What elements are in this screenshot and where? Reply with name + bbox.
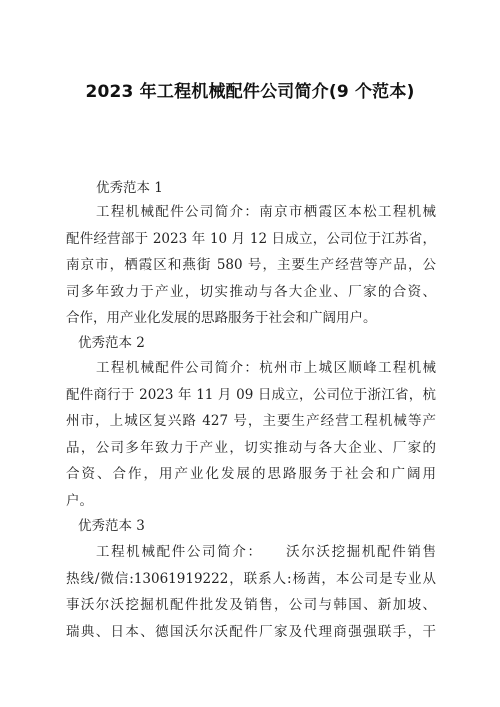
paragraph-line: 工程机械配件公司简介：南京市栖霞区本松工程机械 — [96, 204, 436, 220]
paragraph-line: 品，公司多年致力于产业，切实推动与各大企业、厂家的 — [66, 439, 436, 456]
paragraph-line: 工程机械配件公司简介： 沃尔沃挖掘机配件销售 — [96, 544, 436, 560]
paragraph-line: 配件经营部于 2023 年 10 月 12 日成立，公司位于江苏省， — [66, 230, 436, 247]
paragraph-line: 户。 — [66, 492, 93, 509]
sample-2-label: 优秀范本 2 — [78, 335, 145, 351]
paragraph-line: 配件商行于 2023 年 11 月 09 日成立，公司位于浙江省，杭 — [66, 386, 436, 403]
paragraph-line: 合作，用产业化发展的思路服务于社会和广阔用户。 — [66, 310, 377, 326]
paragraph-line: 热线/微信:13061919222，联系人:杨茜，本公司是专业从 — [66, 570, 436, 587]
sample-3-label: 优秀范本 3 — [78, 518, 145, 534]
paragraph-line: 事沃尔沃挖掘机配件批发及销售，公司与韩国、新加坡、 — [66, 597, 436, 613]
paragraph-line: 工程机械配件公司简介：杭州市上城区顺峰工程机械 — [96, 360, 436, 376]
document-title: 2023 年工程机械配件公司简介(9 个范本) — [85, 82, 415, 102]
sample-1-label: 优秀范本 1 — [96, 180, 163, 196]
paragraph-line: 南京市，栖霞区和燕街 580 号，主要生产经营等产品，公 — [66, 257, 436, 273]
paragraph-line: 司多年致力于产业，切实推动与各大企业、厂家的合资、 — [66, 283, 436, 300]
sample-1-paragraph — [66, 199, 436, 332]
paragraph-line: 州市，上城区复兴路 427 号，主要生产经营工程机械等产 — [66, 413, 436, 429]
paragraph-line: 合资、合作，用产业化发展的思路服务于社会和广阔用 — [66, 466, 436, 482]
sample-2-paragraph — [66, 355, 436, 514]
paragraph-line: 瑞典、日本、德国沃尔沃配件厂家及代理商强强联手，干 — [66, 623, 436, 640]
sample-3-paragraph — [66, 539, 436, 645]
